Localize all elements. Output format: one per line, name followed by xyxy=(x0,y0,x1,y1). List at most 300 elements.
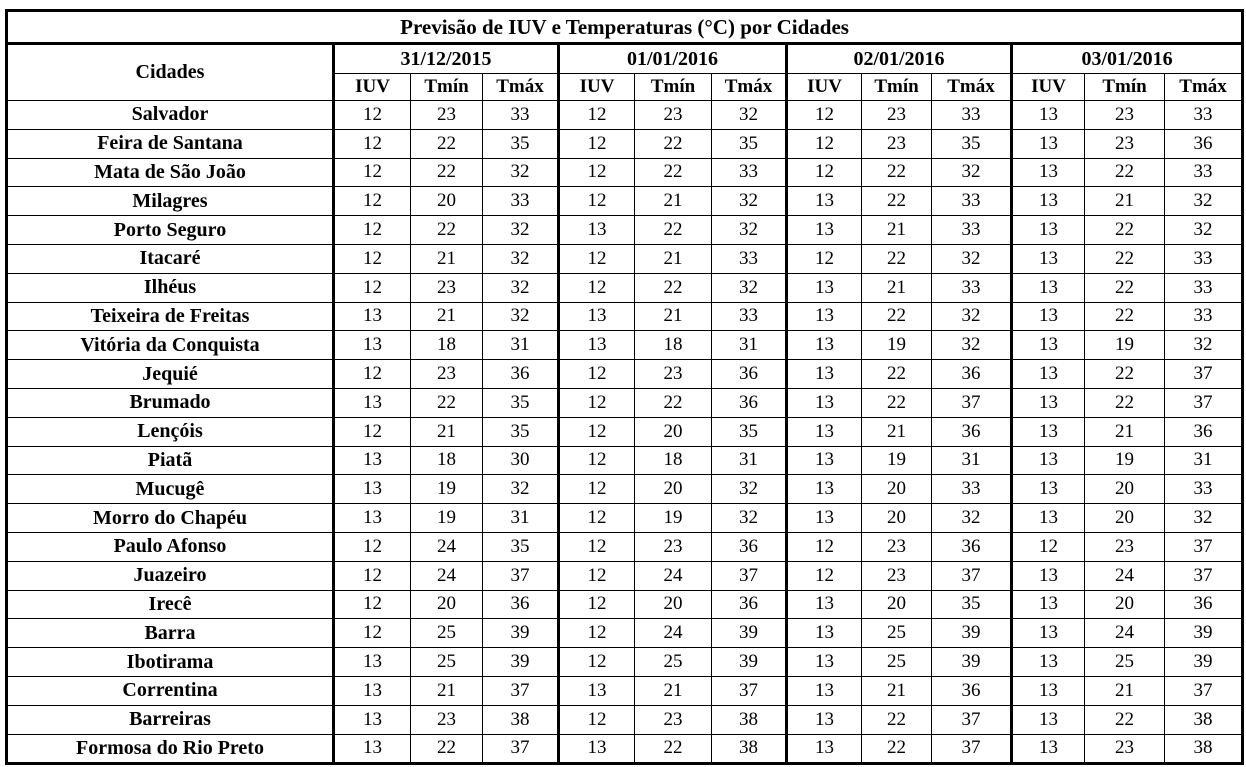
tmax-cell: 33 xyxy=(932,216,1012,245)
tmax-cell: 35 xyxy=(483,532,559,561)
tmin-cell: 21 xyxy=(411,417,483,446)
city-name: Paulo Afonso xyxy=(7,532,334,561)
tmax-cell: 38 xyxy=(712,734,787,764)
tmax-cell: 33 xyxy=(932,273,1012,302)
tmin-cell: 22 xyxy=(635,273,712,302)
tmin-cell: 20 xyxy=(411,187,483,216)
iuv-cell: 13 xyxy=(787,388,862,417)
tmax-cell: 38 xyxy=(483,705,559,734)
iuv-cell: 13 xyxy=(787,302,862,331)
table-row xyxy=(7,561,1243,590)
tmin-cell: 24 xyxy=(1085,619,1165,648)
city-name: Ilhéus xyxy=(7,273,334,302)
tmax-cell: 38 xyxy=(1165,734,1243,764)
tmax-cell: 38 xyxy=(712,705,787,734)
tmin-cell: 18 xyxy=(635,446,712,475)
tmax-cell: 33 xyxy=(932,187,1012,216)
sub-header-iuv: IUV xyxy=(559,74,635,101)
tmin-cell: 22 xyxy=(635,216,712,245)
iuv-cell: 12 xyxy=(334,244,411,273)
tmin-cell: 20 xyxy=(862,475,932,504)
iuv-cell: 12 xyxy=(1012,532,1085,561)
tmax-cell: 33 xyxy=(932,101,1012,130)
iuv-cell: 12 xyxy=(334,216,411,245)
tmax-cell: 35 xyxy=(483,388,559,417)
tmin-cell: 22 xyxy=(1085,302,1165,331)
tmin-cell: 24 xyxy=(635,561,712,590)
iuv-cell: 13 xyxy=(1012,388,1085,417)
iuv-cell: 13 xyxy=(1012,417,1085,446)
iuv-cell: 12 xyxy=(559,417,635,446)
tmin-cell: 21 xyxy=(862,676,932,705)
iuv-cell: 12 xyxy=(559,532,635,561)
tmax-cell: 37 xyxy=(483,561,559,590)
iuv-cell: 13 xyxy=(787,360,862,389)
tmax-cell: 39 xyxy=(712,619,787,648)
tmin-cell: 24 xyxy=(411,532,483,561)
tmax-cell: 31 xyxy=(483,504,559,533)
tmax-cell: 36 xyxy=(932,532,1012,561)
tmax-cell: 39 xyxy=(712,648,787,677)
city-name: Mata de São João xyxy=(7,158,334,187)
iuv-cell: 12 xyxy=(787,101,862,130)
tmax-cell: 32 xyxy=(1165,187,1243,216)
tmin-cell: 22 xyxy=(1085,388,1165,417)
city-name: Correntina xyxy=(7,676,334,705)
city-name: Salvador xyxy=(7,101,334,130)
tmin-cell: 23 xyxy=(635,360,712,389)
tmin-cell: 22 xyxy=(1085,158,1165,187)
tmin-cell: 21 xyxy=(1085,187,1165,216)
tmax-cell: 32 xyxy=(483,273,559,302)
table-row xyxy=(7,648,1243,677)
iuv-cell: 13 xyxy=(1012,331,1085,360)
tmin-cell: 22 xyxy=(635,158,712,187)
tmax-cell: 39 xyxy=(483,648,559,677)
tmin-cell: 19 xyxy=(411,475,483,504)
tmin-cell: 22 xyxy=(862,158,932,187)
tmin-cell: 21 xyxy=(1085,417,1165,446)
tmax-cell: 37 xyxy=(483,734,559,764)
tmin-cell: 22 xyxy=(862,187,932,216)
table-row xyxy=(7,504,1243,533)
city-name: Irecê xyxy=(7,590,334,619)
iuv-cell: 12 xyxy=(559,648,635,677)
tmin-cell: 23 xyxy=(635,532,712,561)
iuv-cell: 12 xyxy=(559,504,635,533)
tmax-cell: 33 xyxy=(1165,244,1243,273)
iuv-cell: 13 xyxy=(559,676,635,705)
tmax-cell: 33 xyxy=(1165,101,1243,130)
tmin-cell: 23 xyxy=(411,101,483,130)
tmin-cell: 18 xyxy=(635,331,712,360)
iuv-cell: 13 xyxy=(334,734,411,764)
tmin-cell: 19 xyxy=(862,331,932,360)
tmax-cell: 31 xyxy=(712,446,787,475)
sub-header-tmax: Tmáx xyxy=(483,74,559,101)
table-row xyxy=(7,619,1243,648)
tmax-cell: 33 xyxy=(483,187,559,216)
tmax-cell: 32 xyxy=(932,504,1012,533)
tmax-cell: 32 xyxy=(483,302,559,331)
tmax-cell: 37 xyxy=(1165,561,1243,590)
tmin-cell: 25 xyxy=(635,648,712,677)
tmax-cell: 33 xyxy=(932,475,1012,504)
iuv-cell: 13 xyxy=(1012,187,1085,216)
iuv-cell: 13 xyxy=(787,590,862,619)
iuv-cell: 13 xyxy=(1012,101,1085,130)
tmax-cell: 31 xyxy=(932,446,1012,475)
iuv-cell: 12 xyxy=(334,619,411,648)
tmax-cell: 32 xyxy=(712,475,787,504)
tmax-cell: 33 xyxy=(483,101,559,130)
tmax-cell: 33 xyxy=(1165,158,1243,187)
iuv-cell: 12 xyxy=(559,129,635,158)
tmin-cell: 25 xyxy=(862,648,932,677)
iuv-cell: 12 xyxy=(334,187,411,216)
tmin-cell: 22 xyxy=(862,302,932,331)
tmax-cell: 36 xyxy=(1165,590,1243,619)
tmin-cell: 21 xyxy=(635,676,712,705)
tmin-cell: 20 xyxy=(1085,504,1165,533)
sub-header-tmin: Tmín xyxy=(862,74,932,101)
tmax-cell: 37 xyxy=(1165,532,1243,561)
iuv-cell: 13 xyxy=(1012,619,1085,648)
tmin-cell: 18 xyxy=(411,446,483,475)
tmin-cell: 21 xyxy=(862,417,932,446)
iuv-cell: 12 xyxy=(787,244,862,273)
table-row xyxy=(7,475,1243,504)
tmax-cell: 32 xyxy=(932,331,1012,360)
tmax-cell: 32 xyxy=(932,244,1012,273)
iuv-cell: 13 xyxy=(559,331,635,360)
tmax-cell: 32 xyxy=(483,158,559,187)
iuv-cell: 13 xyxy=(334,504,411,533)
city-name: Barra xyxy=(7,619,334,648)
table-row xyxy=(7,734,1243,764)
iuv-cell: 13 xyxy=(787,705,862,734)
iuv-cell: 12 xyxy=(559,187,635,216)
iuv-cell: 13 xyxy=(559,216,635,245)
iuv-cell: 13 xyxy=(334,331,411,360)
tmin-cell: 22 xyxy=(635,734,712,764)
iuv-cell: 12 xyxy=(334,273,411,302)
tmin-cell: 23 xyxy=(862,561,932,590)
city-name: Formosa do Rio Preto xyxy=(7,734,334,764)
iuv-cell: 12 xyxy=(559,619,635,648)
city-name: Jequié xyxy=(7,360,334,389)
city-name: Teixeira de Freitas xyxy=(7,302,334,331)
sub-header-tmax: Tmáx xyxy=(932,74,1012,101)
tmax-cell: 36 xyxy=(712,360,787,389)
tmax-cell: 37 xyxy=(932,705,1012,734)
iuv-cell: 12 xyxy=(787,158,862,187)
city-name: Ibotirama xyxy=(7,648,334,677)
tmax-cell: 32 xyxy=(483,475,559,504)
table-title: Previsão de IUV e Temperaturas (°C) por Cidades xyxy=(7,11,1243,44)
tmin-cell: 19 xyxy=(862,446,932,475)
tmax-cell: 35 xyxy=(712,417,787,446)
iuv-cell: 13 xyxy=(334,648,411,677)
tmax-cell: 36 xyxy=(712,388,787,417)
tmin-cell: 23 xyxy=(1085,734,1165,764)
tmin-cell: 22 xyxy=(862,244,932,273)
table-row xyxy=(7,216,1243,245)
tmax-cell: 32 xyxy=(712,216,787,245)
table-row xyxy=(7,532,1243,561)
tmax-cell: 36 xyxy=(932,676,1012,705)
tmax-cell: 35 xyxy=(483,129,559,158)
table-row xyxy=(7,388,1243,417)
tmin-cell: 20 xyxy=(1085,475,1165,504)
tmin-cell: 21 xyxy=(635,302,712,331)
sub-header-iuv: IUV xyxy=(1012,74,1085,101)
tmin-cell: 23 xyxy=(411,273,483,302)
tmax-cell: 39 xyxy=(932,619,1012,648)
iuv-cell: 13 xyxy=(787,216,862,245)
table-row xyxy=(7,360,1243,389)
iuv-cell: 12 xyxy=(334,590,411,619)
tmax-cell: 32 xyxy=(712,101,787,130)
tmax-cell: 36 xyxy=(1165,129,1243,158)
iuv-cell: 13 xyxy=(787,417,862,446)
iuv-cell: 13 xyxy=(787,273,862,302)
tmin-cell: 23 xyxy=(635,705,712,734)
tmin-cell: 22 xyxy=(411,388,483,417)
tmin-cell: 19 xyxy=(411,504,483,533)
sub-header-tmax: Tmáx xyxy=(1165,74,1243,101)
iuv-cell: 13 xyxy=(787,676,862,705)
iuv-cell: 13 xyxy=(1012,590,1085,619)
tmax-cell: 32 xyxy=(483,216,559,245)
tmin-cell: 25 xyxy=(862,619,932,648)
iuv-cell: 12 xyxy=(787,561,862,590)
tmin-cell: 24 xyxy=(411,561,483,590)
iuv-cell: 12 xyxy=(559,244,635,273)
tmax-cell: 33 xyxy=(1165,302,1243,331)
sub-header-iuv: IUV xyxy=(787,74,862,101)
tmin-cell: 20 xyxy=(411,590,483,619)
iuv-cell: 13 xyxy=(1012,475,1085,504)
tmax-cell: 32 xyxy=(932,302,1012,331)
table-row xyxy=(7,129,1243,158)
iuv-cell: 13 xyxy=(1012,302,1085,331)
tmax-cell: 39 xyxy=(932,648,1012,677)
tmax-cell: 31 xyxy=(712,331,787,360)
tmax-cell: 32 xyxy=(712,504,787,533)
iuv-cell: 13 xyxy=(787,648,862,677)
tmax-cell: 36 xyxy=(932,360,1012,389)
iuv-cell: 12 xyxy=(559,705,635,734)
iuv-cell: 12 xyxy=(559,446,635,475)
tmin-cell: 21 xyxy=(411,302,483,331)
city-name: Morro do Chapéu xyxy=(7,504,334,533)
city-name: Barreiras xyxy=(7,705,334,734)
iuv-cell: 13 xyxy=(334,302,411,331)
tmax-cell: 31 xyxy=(483,331,559,360)
iuv-cell: 13 xyxy=(787,619,862,648)
tmax-cell: 32 xyxy=(1165,331,1243,360)
table-row xyxy=(7,676,1243,705)
tmax-cell: 32 xyxy=(483,244,559,273)
tmin-cell: 22 xyxy=(635,129,712,158)
iuv-cell: 12 xyxy=(334,360,411,389)
tmax-cell: 32 xyxy=(932,158,1012,187)
iuv-cell: 13 xyxy=(1012,648,1085,677)
tmin-cell: 22 xyxy=(862,360,932,389)
tmax-cell: 36 xyxy=(712,532,787,561)
tmin-cell: 23 xyxy=(635,101,712,130)
tmin-cell: 22 xyxy=(1085,273,1165,302)
tmin-cell: 24 xyxy=(1085,561,1165,590)
tmin-cell: 22 xyxy=(411,734,483,764)
iuv-cell: 13 xyxy=(1012,561,1085,590)
tmin-cell: 20 xyxy=(1085,590,1165,619)
iuv-cell: 12 xyxy=(559,561,635,590)
iuv-cell: 13 xyxy=(1012,273,1085,302)
iuv-cell: 12 xyxy=(787,129,862,158)
tmax-cell: 37 xyxy=(483,676,559,705)
city-name: Brumado xyxy=(7,388,334,417)
table-row xyxy=(7,273,1243,302)
iuv-cell: 13 xyxy=(1012,216,1085,245)
tmax-cell: 36 xyxy=(483,590,559,619)
tmax-cell: 33 xyxy=(712,158,787,187)
tmax-cell: 30 xyxy=(483,446,559,475)
iuv-cell: 12 xyxy=(334,561,411,590)
tmax-cell: 33 xyxy=(712,302,787,331)
iuv-cell: 13 xyxy=(787,187,862,216)
tmin-cell: 23 xyxy=(411,705,483,734)
tmin-cell: 19 xyxy=(1085,446,1165,475)
sub-header-iuv: IUV xyxy=(334,74,411,101)
tmax-cell: 35 xyxy=(932,129,1012,158)
iuv-cell: 13 xyxy=(559,302,635,331)
tmax-cell: 32 xyxy=(1165,504,1243,533)
tmin-cell: 20 xyxy=(635,417,712,446)
tmax-cell: 39 xyxy=(1165,648,1243,677)
tmin-cell: 19 xyxy=(1085,331,1165,360)
table-row xyxy=(7,331,1243,360)
iuv-cell: 12 xyxy=(334,532,411,561)
tmin-cell: 25 xyxy=(411,648,483,677)
tmax-cell: 37 xyxy=(1165,388,1243,417)
tmin-cell: 23 xyxy=(862,101,932,130)
tmax-cell: 38 xyxy=(1165,705,1243,734)
tmin-cell: 18 xyxy=(411,331,483,360)
date-header: 31/12/2015 xyxy=(334,44,559,74)
tmax-cell: 33 xyxy=(712,244,787,273)
tmin-cell: 22 xyxy=(1085,360,1165,389)
tmax-cell: 31 xyxy=(1165,446,1243,475)
tmax-cell: 37 xyxy=(932,388,1012,417)
tmin-cell: 21 xyxy=(635,187,712,216)
tmin-cell: 25 xyxy=(411,619,483,648)
tmin-cell: 22 xyxy=(862,734,932,764)
tmin-cell: 21 xyxy=(862,273,932,302)
iuv-cell: 13 xyxy=(334,705,411,734)
tmin-cell: 20 xyxy=(635,475,712,504)
iuv-cell: 12 xyxy=(559,475,635,504)
iuv-cell: 12 xyxy=(334,101,411,130)
tmin-cell: 19 xyxy=(635,504,712,533)
tmax-cell: 36 xyxy=(1165,417,1243,446)
tmin-cell: 24 xyxy=(635,619,712,648)
tmax-cell: 35 xyxy=(932,590,1012,619)
iuv-cell: 12 xyxy=(334,417,411,446)
tmax-cell: 32 xyxy=(712,273,787,302)
iuv-cell: 12 xyxy=(559,273,635,302)
table-row xyxy=(7,705,1243,734)
tmin-cell: 23 xyxy=(1085,129,1165,158)
table-row xyxy=(7,244,1243,273)
iuv-cell: 12 xyxy=(334,158,411,187)
tmin-cell: 20 xyxy=(862,504,932,533)
iuv-cell: 13 xyxy=(787,331,862,360)
tmax-cell: 37 xyxy=(712,561,787,590)
tmax-cell: 37 xyxy=(1165,676,1243,705)
iuv-cell: 12 xyxy=(559,158,635,187)
tmax-cell: 37 xyxy=(932,734,1012,764)
tmax-cell: 39 xyxy=(483,619,559,648)
tmin-cell: 20 xyxy=(862,590,932,619)
tmax-cell: 35 xyxy=(712,129,787,158)
tmin-cell: 22 xyxy=(1085,244,1165,273)
iuv-cell: 13 xyxy=(1012,676,1085,705)
tmin-cell: 22 xyxy=(411,158,483,187)
tmax-cell: 37 xyxy=(712,676,787,705)
iuv-cell: 13 xyxy=(334,475,411,504)
table-row xyxy=(7,187,1243,216)
city-name: Feira de Santana xyxy=(7,129,334,158)
iuv-cell: 13 xyxy=(1012,360,1085,389)
tmax-cell: 36 xyxy=(483,360,559,389)
iuv-cell: 13 xyxy=(334,446,411,475)
tmin-cell: 23 xyxy=(862,532,932,561)
city-name: Porto Seguro xyxy=(7,216,334,245)
tmin-cell: 20 xyxy=(635,590,712,619)
tmin-cell: 21 xyxy=(635,244,712,273)
tmin-cell: 22 xyxy=(1085,705,1165,734)
table-row xyxy=(7,101,1243,130)
city-name: Milagres xyxy=(7,187,334,216)
tmin-cell: 23 xyxy=(1085,532,1165,561)
iuv-cell: 13 xyxy=(559,734,635,764)
iuv-cell: 13 xyxy=(334,388,411,417)
sub-header-tmax: Tmáx xyxy=(712,74,787,101)
table-row xyxy=(7,446,1243,475)
tmax-cell: 33 xyxy=(1165,273,1243,302)
iuv-cell: 13 xyxy=(1012,446,1085,475)
date-header: 02/01/2016 xyxy=(787,44,1012,74)
tmin-cell: 21 xyxy=(1085,676,1165,705)
iuv-cell: 13 xyxy=(787,504,862,533)
table-row xyxy=(7,417,1243,446)
tmin-cell: 22 xyxy=(1085,216,1165,245)
tmax-cell: 32 xyxy=(1165,216,1243,245)
iuv-cell: 13 xyxy=(787,475,862,504)
city-name: Itacaré xyxy=(7,244,334,273)
iuv-cell: 12 xyxy=(559,590,635,619)
iuv-cell: 13 xyxy=(1012,705,1085,734)
tmin-cell: 22 xyxy=(411,216,483,245)
tmin-cell: 23 xyxy=(862,129,932,158)
tmax-cell: 37 xyxy=(932,561,1012,590)
tmin-cell: 21 xyxy=(862,216,932,245)
sub-header-tmin: Tmín xyxy=(635,74,712,101)
table-body xyxy=(7,101,1243,764)
city-name: Juazeiro xyxy=(7,561,334,590)
